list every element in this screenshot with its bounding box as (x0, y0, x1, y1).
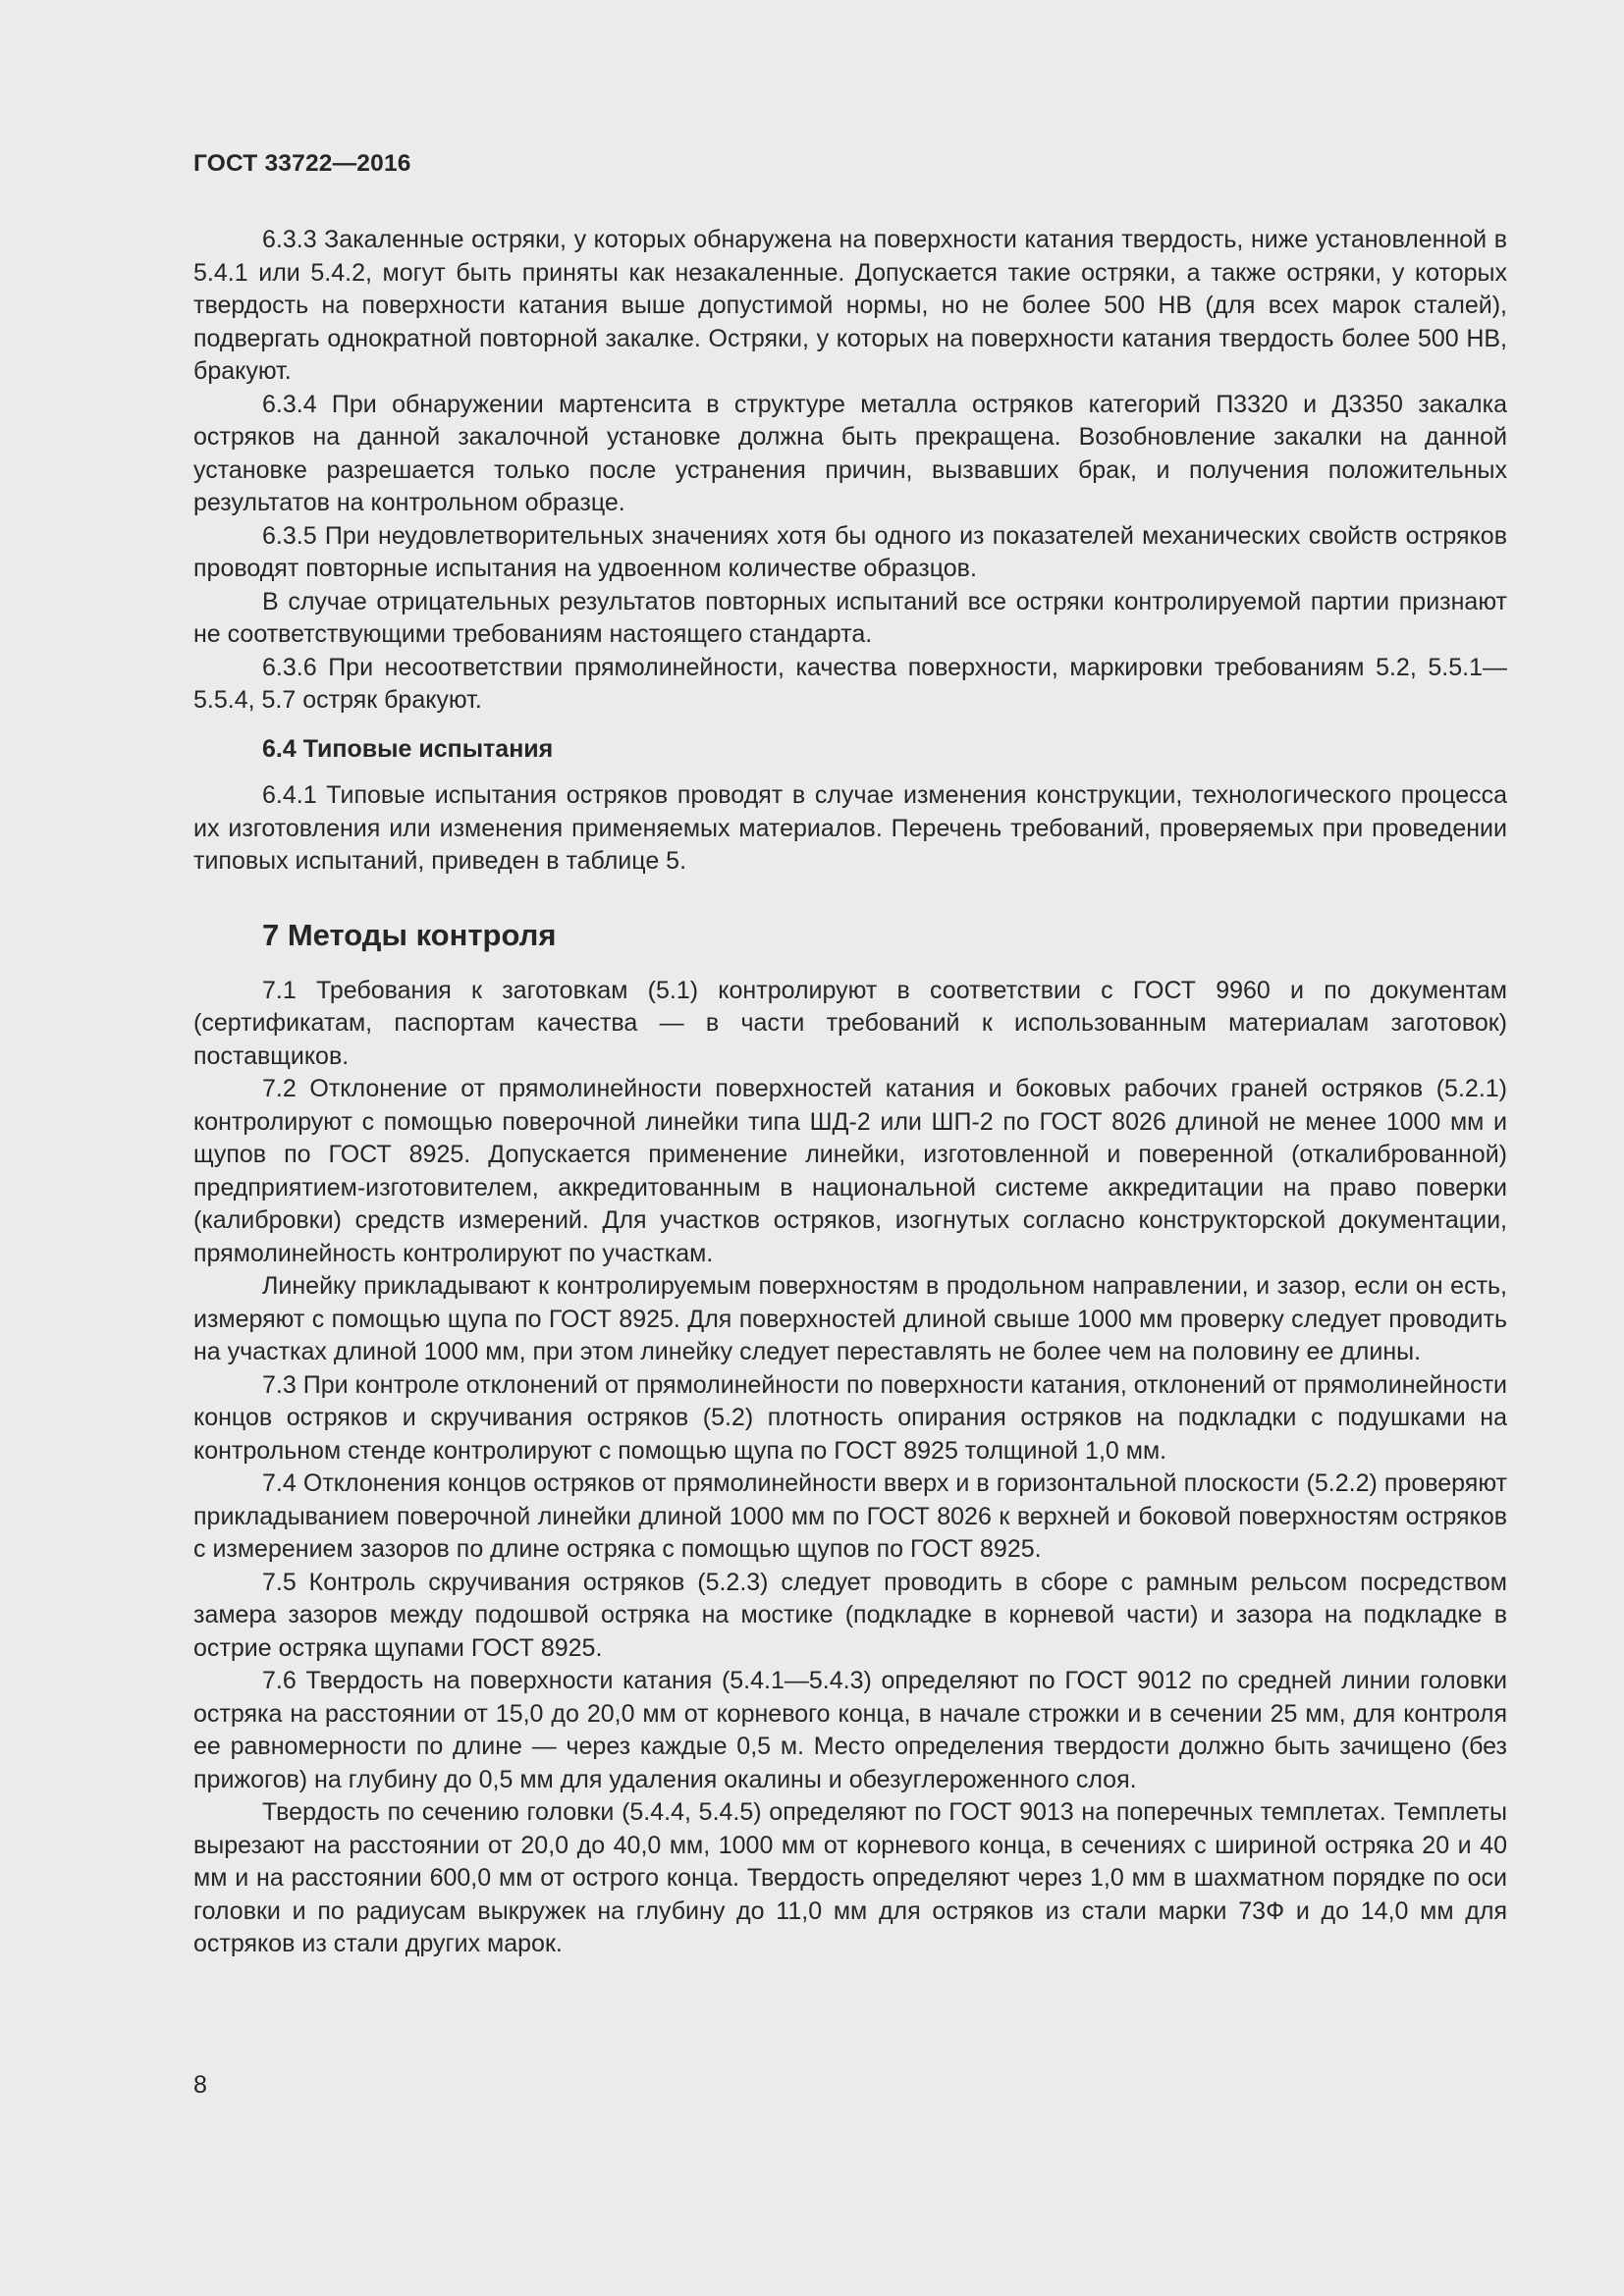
document-body (193, 224, 1507, 1961)
paragraph-6-3-6: 6.3.6 При несоответствии прямолинейности, качества поверхности, маркировки требованиям 5.2, 5.5.1—5.5.4, 5.7 остряк бракуют. (193, 653, 1507, 714)
paragraph-7-2-continued: Линейку прикладывают к контролируемым поверхностям в продольном направлении, и зазор, если он есть, измеряют с помощью щупа по ГОСТ 8925. Для поверхностей длиной свыше 1000 мм проверку следует проводить на участках длиной 1000 мм, при этом линейку следует переставлять не более чем на половину ее длины. (193, 1272, 1507, 1365)
paragraph-6-3-5-continued: В случае отрицательных результатов повторных испытаний все остряки контролируемой партии признают не соответствующими требованиям настоящего стандарта. (193, 587, 1507, 648)
paragraph-7-2: 7.2 Отклонение от прямолинейности поверхностей катания и боковых рабочих граней остряков (5.2.1) контролируют с помощью поверочной линейки типа ШД-2 или ШП-2 по ГОСТ 8026 длиной не менее 1000 мм и щупов по ГОСТ 8925. Допускается применение линейки, изготовленной и поверенной (откалиброванной) предприятием-изготовителем, аккредитованным в национальной системе аккредитации на право поверки (калибровки) средств измерений. Для участков остряков, изогнутых согласно конструкторской документации, прямолинейность контролируют по участкам. (193, 1075, 1507, 1267)
paragraph-7-3: 7.3 При контроле отклонений от прямолинейности по поверхности катания, отклонений от прямолинейности концов остряков и скручивания остряков (5.2) плотность опирания остряков на подкладки с подушками на контрольном стенде контролируют с помощью щупа по ГОСТ 8925 толщиной 1,0 мм. (193, 1370, 1507, 1465)
paragraph-7-1: 7.1 Требования к заготовкам (5.1) контролируют в соответствии с ГОСТ 9960 и по документам (сертификатам, паспортам качества — в части требований к использованным материалам заготовок) поставщиков. (193, 976, 1507, 1070)
paragraph-7-6-continued: Твердость по сечению головки (5.4.4, 5.4.5) определяют по ГОСТ 9013 на поперечных темплетах. Темплеты вырезают на расстоянии от 20,0 до 40,0 мм, 1000 мм от корневого конца, в сечениях с шириной остряка 20 и 40 мм и на расстоянии 600,0 мм от острого конца. Твердость определяют через 1,0 мм в шахматном порядке по оси головки и по радиусам выкружек на глубину до 11,0 мм для остряков из стали марки 73Ф и до 14,0 мм для остряков из стали других марок. (193, 1798, 1507, 1957)
section-heading-7: 7 Методы контроля (262, 917, 557, 952)
paragraph-6-3-5: 6.3.5 При неудовлетворительных значениях хотя бы одного из показателей механических свойств остряков проводят повторные испытания на удвоенном количестве образцов. (193, 521, 1507, 582)
document-header: ГОСТ 33722—2016 (193, 150, 411, 177)
paragraph-7-5: 7.5 Контроль скручивания остряков (5.2.3) следует проводить в сборе с рамным рельсом посредством замера зазоров между подошвой остряка на мостике (подкладке в корневой части) и зазора на подкладке в острие остряка щупами ГОСТ 8925. (193, 1568, 1507, 1662)
page-number: 8 (193, 2071, 207, 2099)
paragraph-6-3-3: 6.3.3 Закаленные остряки, у которых обнаружена на поверхности катания твердость, ниже установленной в 5.4.1 или 5.4.2, могут быть приняты как незакаленные. Допускается такие остряки, а также остряки, у которых твердость на поверхности катания выше допустимой нормы, но не более 500 НВ (для всех марок сталей), подвергать однократной повторной закалке. Остряки, у которых на поверхности катания твердость более 500 НВ, бракуют. (193, 226, 1507, 385)
section-heading-6-4: 6.4 Типовые испытания (262, 734, 554, 763)
paragraph-7-6: 7.6 Твердость на поверхности катания (5.4.1—5.4.3) определяют по ГОСТ 9012 по средней линии головки остряка на расстоянии от 15,0 до 20,0 мм от корневого конца, в начале строжки и в сечении 25 мм, для контроля ее равномерности по длине — через каждые 0,5 м. Место определения твердости должно быть зачищено (без прижогов) на глубину до 0,5 мм для удаления окалины и обезуглероженного слоя. (193, 1667, 1507, 1793)
paragraph-6-3-4: 6.3.4 При обнаружении мартенсита в структуре металла остряков категорий П3320 и Д3350 закалка остряков на данной закалочной установке должна быть прекращена. Возобновление закалки на данной установке разрешается только после устранения причин, вызвавших брак, и получения положительных результатов на контрольном образце. (193, 390, 1507, 516)
paragraph-6-4-1: 6.4.1 Типовые испытания остряков проводят в случае изменения конструкции, технологического процесса их изготовления или изменения применяемых материалов. Перечень требований, проверяемых при проведении типовых испытаний, приведен в таблице 5. (193, 781, 1507, 875)
paragraph-7-4: 7.4 Отклонения концов остряков от прямолинейности вверх и в горизонтальной плоскости (5.2.2) проверяют прикладыванием поверочной линейки длиной 1000 мм по ГОСТ 8026 к верхней и боковой поверхностям остряков с измерением зазоров по длине остряка с помощью щупов по ГОСТ 8925. (193, 1469, 1507, 1563)
